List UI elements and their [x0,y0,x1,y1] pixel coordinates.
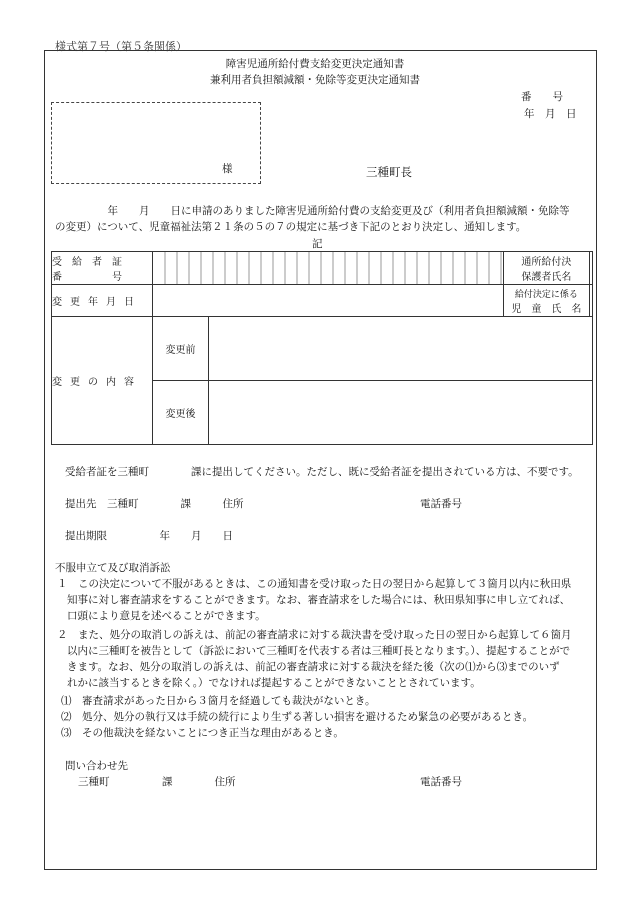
condition-1: ⑴ 審査請求があった日から３箇月を経過しても裁決がないとき。 [61,695,376,707]
appeal-2d: れかに該当するときを除く。）でなければ提起することができないこととされています。 [67,677,481,689]
before-field[interactable] [209,317,593,381]
submit-to: 提出先 三種町 課 住所 [65,498,244,510]
submit-deadline: 提出期限 年 月 日 [65,530,233,542]
submit-instruction: 受給者証を三種町 課に提出してください。ただし、既に受給者証を提出されている方は、不要です。 [65,466,579,478]
child-name-field[interactable] [589,285,592,317]
condition-3: ⑶ その他裁決を経ないことにつき正当な理由があるとき。 [61,727,344,739]
change-date-field[interactable] [153,285,504,317]
change-date-label: 変更年月日 [52,285,153,317]
appeal-heading: 不服申立て及び取消訴訟 [55,562,171,574]
intro-line-2: の変更）について、児童福祉法第２１条の５の７の規定に基づき下記のとおり決定し、通知します。 [55,221,527,233]
number-label: 番 号 [521,91,563,103]
document-title-1: 障害児通所給付費支給変更決定通知書 [225,58,405,70]
phone-label-1: 電話番号 [420,498,462,510]
before-label: 変更前 [153,317,209,381]
decision-table [51,251,593,445]
appeal-1a: １ この決定について不服があるときは、この通知書を受け取った日の翌日から起算して３箇月以内に秋田県 [57,578,572,590]
issuer-name: 三種町長 [366,165,412,179]
intro-line-1: 年 月 日に申請のありました障害児通所給付費の支給変更及び（利用者負担額減額・免除等 [55,205,570,217]
appeal-1c: 口頭により意見を述べることができます。 [67,610,266,622]
after-label: 変更後 [153,381,209,445]
date-label: 年 月 日 [524,108,577,120]
ki-mark: 記 [312,238,323,250]
form-id: 様式第７号（第５条関係） [55,40,187,53]
guardian-name-field[interactable] [589,252,592,285]
contact-heading: 問い合わせ先 [65,760,128,772]
phone-label-2: 電話番号 [420,776,462,788]
document-title-2: 兼利用者負担額減額・免除等変更決定通知書 [210,74,420,86]
condition-2: ⑵ 処分、処分の執行又は手続の続行により生ずる著しい損害を避けるため緊急の必要があるとき。 [61,711,534,723]
appeal-2c: きます。なお、処分の取消しの訴えは、前記の審査請求に対する裁決を経た後（次の⑴から⑶までのいず [67,661,560,673]
appeal-2b: 以内に三種町を被告として（訴訟において三種町を代表する者は三種町長となります。）、提起することがで [67,645,571,657]
honorific: 様 [222,163,233,175]
guardian-label: 通所給付決 保護者氏名 [503,252,589,285]
cert-number-field[interactable] [153,252,504,285]
appeal-1b: 知事に対し審査請求をすることができます。なお、審査請求をした場合には、秋田県知事に申し立てれば、 [67,594,571,606]
contact-line: 三種町 課 住所 [78,776,236,788]
child-name-label: 給付決定に係る 児 童 氏 名 [503,285,589,317]
change-content-label: 変更の内容 [52,317,153,445]
after-field[interactable] [209,381,593,445]
cert-number-label: 受 給 者 証 番 号 [52,252,153,285]
appeal-2a: ２ また、処分の取消しの訴えは、前記の審査請求に対する裁決書を受け取った日の翌日から起算して６箇月 [57,629,572,641]
